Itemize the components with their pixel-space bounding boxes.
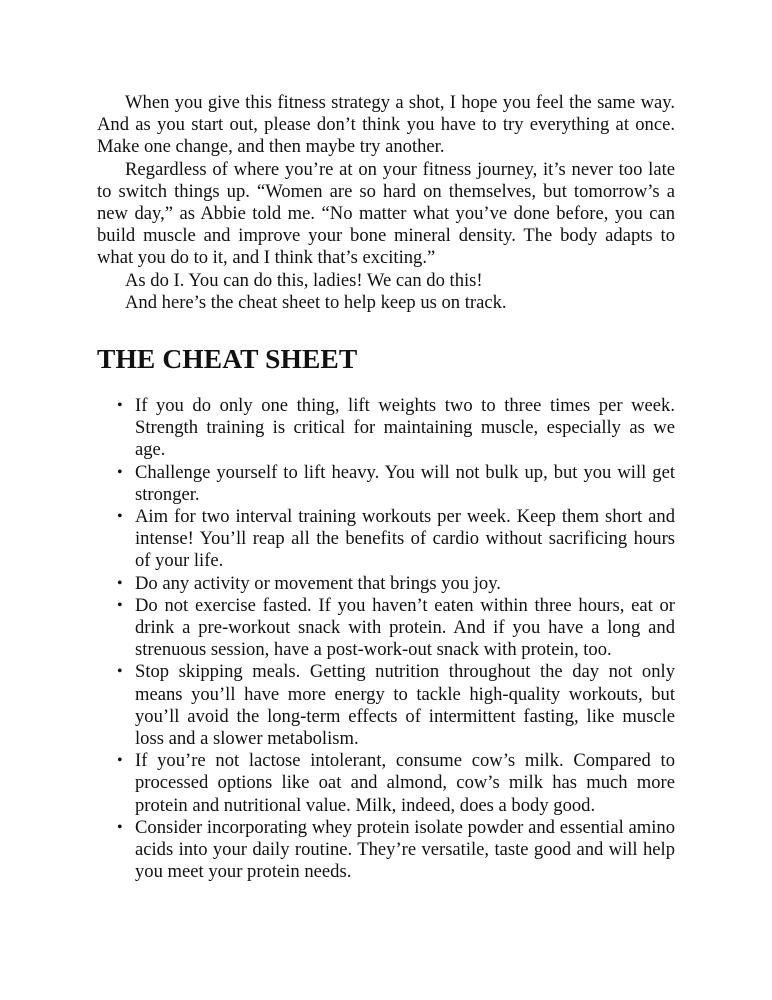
book-page [97,92,675,884]
list-item-text: Challenge yourself to lift heavy. You will not bulk up, but you will get stronger. [135,461,675,505]
intro-paragraph: And here’s the cheat sheet to help keep us on track. [125,291,507,313]
intro-paragraph: As do I. You can do this, ladies! We can do this! [125,269,483,291]
list-item-text: Do any activity or movement that brings you joy. [135,572,501,594]
list-item-text: If you do only one thing, lift weights two to three times per week. Strength training is critical for maintaining muscle, especially as we age. [135,395,675,461]
bullet-icon: • [117,508,123,526]
bullet-icon: • [117,596,123,614]
bullet-icon: • [117,397,123,415]
list-item-text: Do not exercise fasted. If you haven’t eaten within three hours, eat or drink a pre-workout snack with protein. And if you have a long and strenuous session, have a post-work-out snack with protein, too. [135,594,675,661]
list-item [97,506,675,573]
intro-paragraph: Regardless of where you’re at on your fitness journey, it’s never too late to switch things up. “Women are so hard on themselves, but tomorrow’s a new day,” as Abbie told me. “No matter what you’ve done before, you can build muscle and improve your bone mineral density. The body adapts to what you do to it, and I think that’s exciting.” [97,158,675,269]
cheat-sheet-list [97,395,675,883]
list-item [97,395,675,462]
bullet-icon: • [117,818,123,836]
list-item [97,462,675,506]
section-heading: THE CHEAT SHEET [97,343,358,375]
list-item-text: Consider incorporating whey protein isolate powder and essential amino acids into your daily routine. They’re versatile, taste good and will help you meet your protein needs. [135,816,675,883]
list-item-text: Stop skipping meals. Getting nutrition throughout the day not only means you’ll have more energy to tackle high-quality workouts, but you’ll avoid the long-term effects of intermittent fasting, like muscle loss and a slower metabolism. [135,661,675,750]
list-item [97,595,675,662]
intro-paragraph: When you give this fitness strategy a shot, I hope you feel the same way. And as you start out, please don’t think you have to try everything at once. Make one change, and then maybe try another. [97,92,675,158]
bullet-icon: • [117,663,123,681]
list-item-text: Aim for two interval training workouts per week. Keep them short and intense! You’ll reap all the benefits of cardio without sacrificing hours of your life. [135,506,675,572]
list-item [97,573,675,595]
list-item [97,661,675,750]
bullet-icon: • [117,463,123,481]
list-item [97,750,675,817]
bullet-icon: • [117,574,123,592]
list-item [97,817,675,884]
list-item-text: If you’re not lactose intolerant, consume cow’s milk. Compared to processed options like oat and almond, cow’s milk has much more protein and nutritional value. Milk, indeed, does a body good. [135,750,675,816]
bullet-icon: • [117,752,123,770]
